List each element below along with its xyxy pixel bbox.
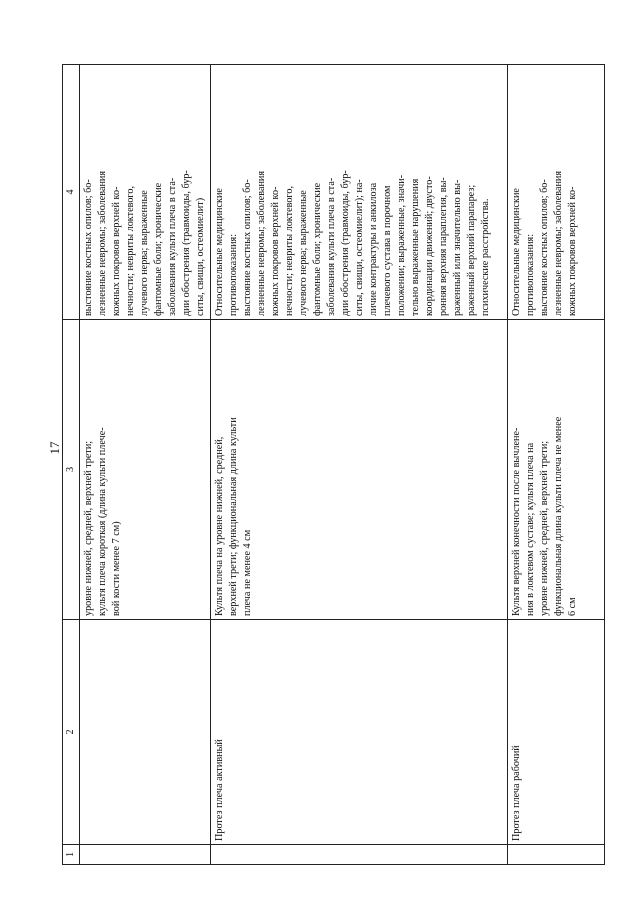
- text-line: лезненные невромы; заболевания: [553, 170, 564, 316]
- text-line: плечевого сустава в порочном: [382, 185, 393, 316]
- text-line: функциональная длина культи плеча не менее: [553, 416, 564, 616]
- table-header-row: [63, 65, 80, 865]
- text-line: верхней трети; функциональная длина культи: [228, 417, 239, 616]
- table-row: [211, 65, 508, 865]
- row-2-prosthesis-name: Протез плеча активный: [211, 620, 508, 845]
- text-line: Относительные медицинские: [214, 188, 225, 316]
- text-line: дии обострения (травмоиды, бур-: [340, 170, 351, 316]
- text-line: нечности; невриты локтевого,: [284, 186, 295, 316]
- text-line: личие контрактуры и анкилоза: [368, 182, 379, 316]
- row-2-contraindications: [211, 65, 508, 320]
- text-line: ситы, свищи, остеомиелит); на-: [354, 179, 365, 316]
- text-line: противопоказания:: [525, 233, 536, 316]
- row-3-contraindications: [508, 65, 605, 320]
- text-line: противопоказания:: [228, 233, 239, 316]
- table-row: [508, 65, 605, 865]
- text-line: психические расстройства.: [480, 198, 491, 316]
- text-line: ния в локтевом суставе; культя плеча на: [525, 442, 536, 616]
- row-3-indications: [508, 320, 605, 620]
- row-1-col-1: [80, 845, 211, 865]
- text-line: ситы, свищи, остеомиелит): [195, 197, 206, 316]
- text-line: плеча не менее 4 см: [242, 529, 253, 616]
- text-line: тельно выраженные нарушения: [410, 178, 421, 316]
- text-line: лучевого нерва; выраженные: [139, 190, 150, 316]
- text-line: лучевого нерва; выраженные: [298, 190, 309, 316]
- text-line: Культя плеча на уровне нижней, средней,: [214, 436, 225, 616]
- text-line: Относительные медицинские: [511, 188, 522, 316]
- text-line: координации движений; двусто-: [424, 176, 435, 316]
- table-row: [80, 65, 211, 865]
- row-3-col-1: [508, 845, 605, 865]
- header-col-1: 1: [63, 845, 80, 865]
- text-line: заболевания культи плеча в ста-: [326, 177, 337, 316]
- text-line: уровне нижней, средней, верхней трети;: [83, 440, 94, 616]
- header-col-4: 4: [63, 65, 80, 320]
- text-line: Культя верхней конечности после вычлене-: [511, 427, 522, 616]
- text-line: нечности; невриты локтевого,: [125, 186, 136, 316]
- text-line: кожных покровов верхней ко-: [270, 186, 281, 316]
- header-col-2: 2: [63, 620, 80, 845]
- text-line: 6 см: [567, 597, 578, 616]
- text-line: выстояние костных опилов; бо-: [242, 179, 253, 316]
- indications-table: [62, 64, 605, 865]
- text-line: лезненные невромы; заболевания: [256, 170, 267, 316]
- text-line: раженный верхний парапарез;: [466, 184, 477, 316]
- text-line: кожных покровов верхней ко-: [111, 186, 122, 316]
- text-line: выстояние костных опилов; бо-: [83, 179, 94, 316]
- text-line: положении; выраженные, значи-: [396, 174, 407, 316]
- text-line: раженный или значительно вы-: [452, 179, 463, 316]
- text-line: дии обострения (травмоиды, бур-: [181, 170, 192, 316]
- row-3-prosthesis-name: Протез плеча рабочий: [508, 620, 605, 845]
- row-1-contraindications: [80, 65, 211, 320]
- page-number: 17: [47, 441, 62, 455]
- text-line: заболевания культи плеча в ста-: [167, 177, 178, 316]
- text-line: ронняя верхняя параплегия, вы-: [438, 177, 449, 316]
- row-1-col-2: [80, 620, 211, 845]
- row-2-indications: [211, 320, 508, 620]
- row-1-indications: [80, 320, 211, 620]
- text-line: культя плеча короткая (длина культи плече-: [97, 427, 108, 616]
- text-line: уровне нижней, средней, верхней трети;: [539, 440, 550, 616]
- row-2-col-1: [211, 845, 508, 865]
- text-line: фантомные боли; хронические: [153, 182, 164, 316]
- header-col-3: 3: [63, 320, 80, 620]
- text-line: вой кости менее 7 см): [111, 521, 122, 616]
- text-line: выстояние костных опилов; бо-: [539, 179, 550, 316]
- rotated-table-container: [62, 65, 582, 865]
- text-line: фантомные боли; хронические: [312, 182, 323, 316]
- text-line: кожных покровов верхней ко-: [567, 186, 578, 316]
- text-line: лезненные невромы; заболевания: [97, 170, 108, 316]
